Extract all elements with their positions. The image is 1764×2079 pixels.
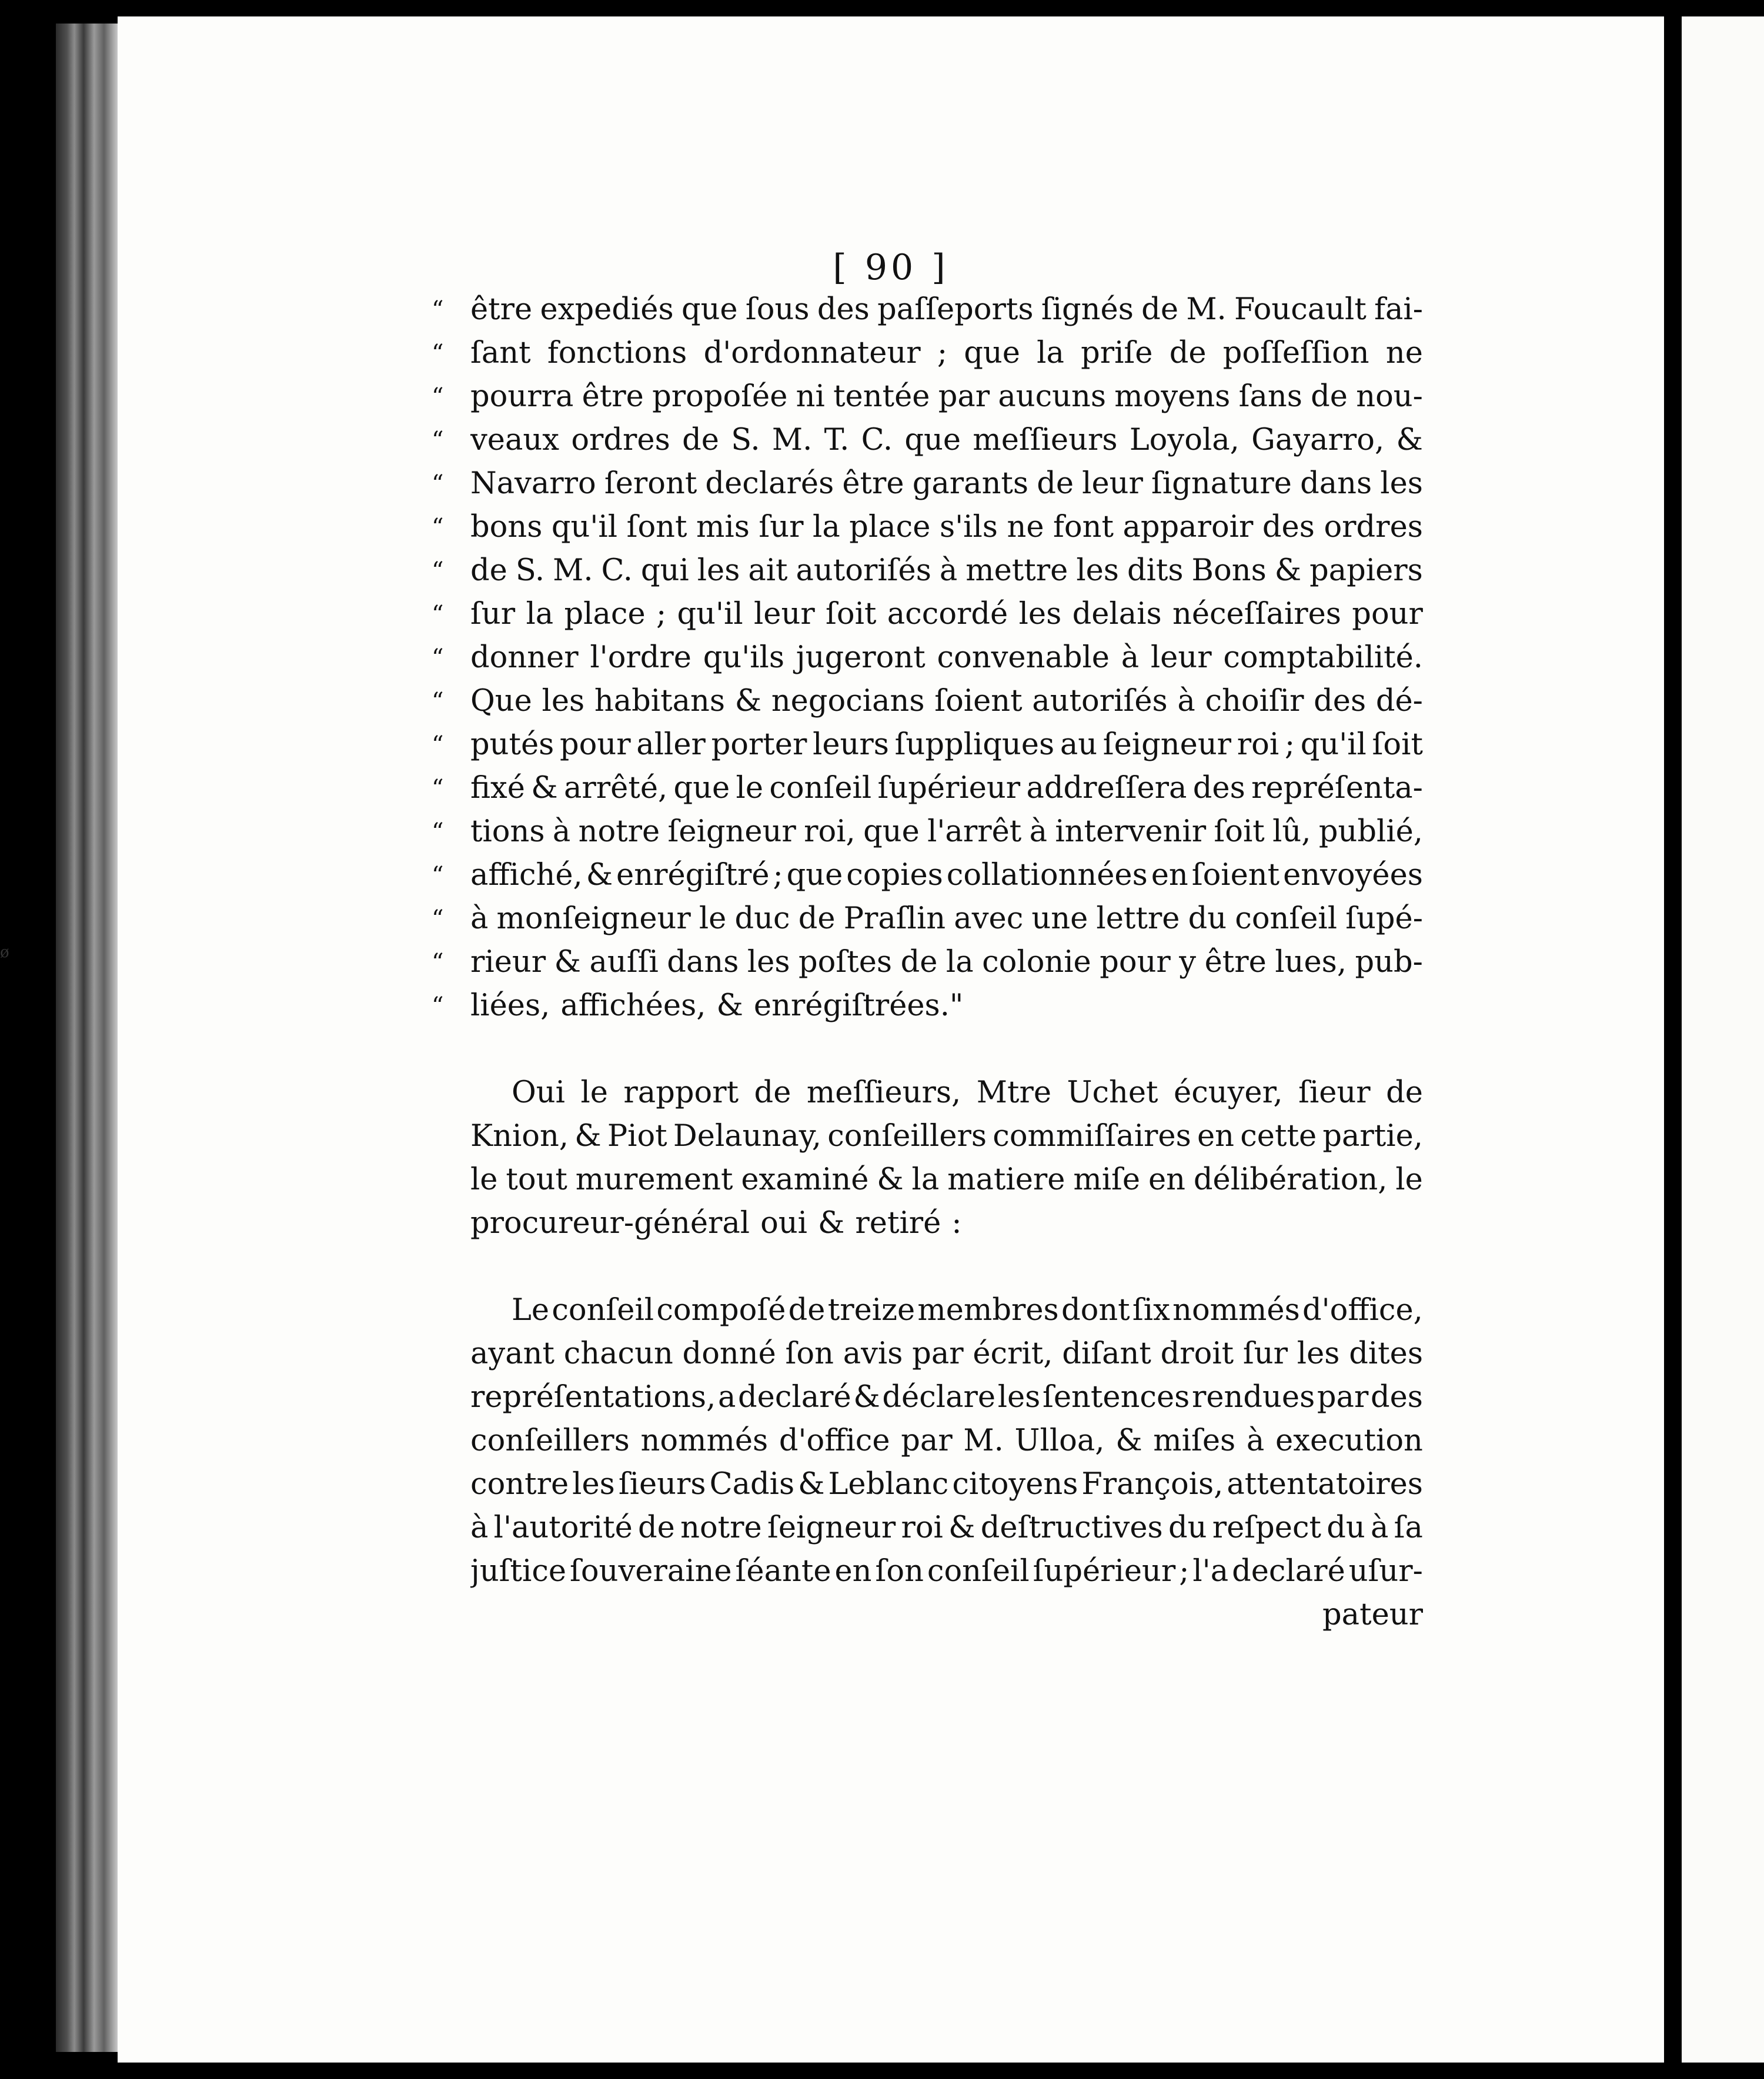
text-line: à l'autorité de notre ſeigneur roi & deſtructives du reſpect du à ſa — [470, 1510, 1423, 1545]
text-line: Navarro ſeront declarés être garants de leur ſignature dans les — [470, 466, 1423, 501]
text-line: repréſentations, a declaré & déclare les ſentences rendues par des — [470, 1380, 1423, 1415]
margin-mark: ø — [0, 944, 9, 961]
page-text — [432, 288, 1423, 1637]
quote-mark: “ — [432, 818, 444, 845]
text-line: Oui le rapport de meſſieurs, Mtre Uchet écuyer, ſieur de — [512, 1075, 1423, 1110]
text-line: être expediés que ſous des paſſeports ſignés de M. Foucault fai- — [470, 292, 1423, 327]
quoted-line — [432, 419, 1423, 462]
quote-mark: “ — [432, 992, 444, 1020]
text-line: putés pour aller porter leurs ſuppliques au ſeigneur roi ; qu'il ſoit — [470, 727, 1423, 762]
text-line: affiché, & enrégiſtré ; que copies collationnées en ſoient envoyées — [470, 858, 1423, 893]
quoted-line — [432, 332, 1423, 375]
text-line: rieur & auſſi dans les poſtes de la colonie pour y être lues, pub- — [470, 945, 1423, 980]
quoted-line — [432, 462, 1423, 506]
text-line: à monſeigneur le duc de Praſlin avec une lettre du conſeil ſupé- — [470, 901, 1423, 936]
facing-page-edge — [1682, 16, 1764, 2063]
quote-mark: “ — [432, 775, 444, 802]
quoted-line — [432, 375, 1423, 419]
text-line: tions à notre ſeigneur roi, que l'arrêt à intervenir ſoit lû, publié, — [470, 814, 1423, 849]
text-line: Le conſeil compoſé de treize membres dont ſix nommés d'office, — [512, 1293, 1423, 1328]
quote-mark: “ — [432, 427, 444, 454]
text-line: pourra être propoſée ni tentée par aucuns moyens ſans de nou- — [470, 379, 1423, 414]
quoted-line — [432, 897, 1423, 941]
text-line: ſur la place ; qu'il leur ſoit accordé les delais néceſſaires pour — [470, 597, 1423, 631]
quote-mark: “ — [432, 514, 444, 541]
quoted-line — [432, 288, 1423, 332]
paragraph-rapport — [470, 1071, 1423, 1245]
text-line: conſeillers nommés d'office par M. Ulloa, & miſes à execution — [470, 1423, 1423, 1458]
quoted-line — [432, 680, 1423, 723]
page-number: [ 90 ] — [833, 247, 949, 288]
quote-mark: “ — [432, 644, 444, 671]
text-line: liées, affichées, & enrégiſtrées." — [470, 988, 964, 1023]
text-line: fixé & arrêté, que le conſeil ſupérieur addreſſera des repréſenta- — [470, 771, 1423, 805]
quote-mark: “ — [432, 383, 444, 410]
text-line: ayant chacun donné ſon avis par écrit, diſant droit ſur les dites — [470, 1336, 1423, 1371]
quote-mark: “ — [432, 470, 444, 497]
text-line: veaux ordres de S. M. T. C. que meſſieurs Loyola, Gayarro, & — [470, 423, 1423, 457]
quoted-line — [432, 636, 1423, 680]
quoted-line — [432, 810, 1423, 854]
paragraph-conseil — [470, 1289, 1423, 1637]
text-line: juſtice ſouveraine ſéante en ſon conſeil ſupérieur ; l'a declaré uſur- — [470, 1554, 1423, 1589]
quoted-line — [432, 593, 1423, 636]
text-line: donner l'ordre qu'ils jugeront convenable à leur comptabilité. — [470, 640, 1423, 675]
quoted-line — [432, 941, 1423, 984]
quote-mark: “ — [432, 731, 444, 758]
catchword: pateur — [1322, 1597, 1423, 1632]
text-line: le tout murement examiné & la matiere miſe en délibération, le — [470, 1162, 1423, 1197]
quoted-passage — [432, 288, 1423, 1028]
quoted-line — [432, 984, 1423, 1028]
quote-mark: “ — [432, 296, 444, 323]
quote-mark: “ — [432, 688, 444, 715]
quoted-line — [432, 723, 1423, 767]
quote-mark: “ — [432, 949, 444, 976]
text-line: Que les habitans & negocians ſoient autoriſés à choiſir des dé- — [470, 684, 1423, 718]
quoted-line — [432, 767, 1423, 810]
quote-mark: “ — [432, 340, 444, 367]
book-spine-edges — [56, 24, 118, 2052]
text-line: de S. M. C. qui les ait autoriſés à mettre les dits Bons & papiers — [470, 553, 1423, 588]
text-line: ſant fonctions d'ordonnateur ; que la priſe de poſſeſſion ne — [470, 336, 1423, 370]
text-line: contre les ſieurs Cadis & Leblanc citoyens François, attentatoires — [470, 1467, 1423, 1502]
quote-mark: “ — [432, 905, 444, 932]
quote-mark: “ — [432, 601, 444, 628]
text-line: procureur-général oui & retiré : — [470, 1206, 962, 1241]
quoted-line — [432, 506, 1423, 549]
quote-mark: “ — [432, 862, 444, 889]
text-line: bons qu'il ſont mis ſur la place s'ils ne font apparoir des ordres — [470, 510, 1423, 544]
text-line: Knion, & Piot Delaunay, conſeillers commiſſaires en cette partie, — [470, 1119, 1423, 1154]
quoted-line — [432, 854, 1423, 897]
quoted-line — [432, 549, 1423, 593]
quote-mark: “ — [432, 557, 444, 584]
